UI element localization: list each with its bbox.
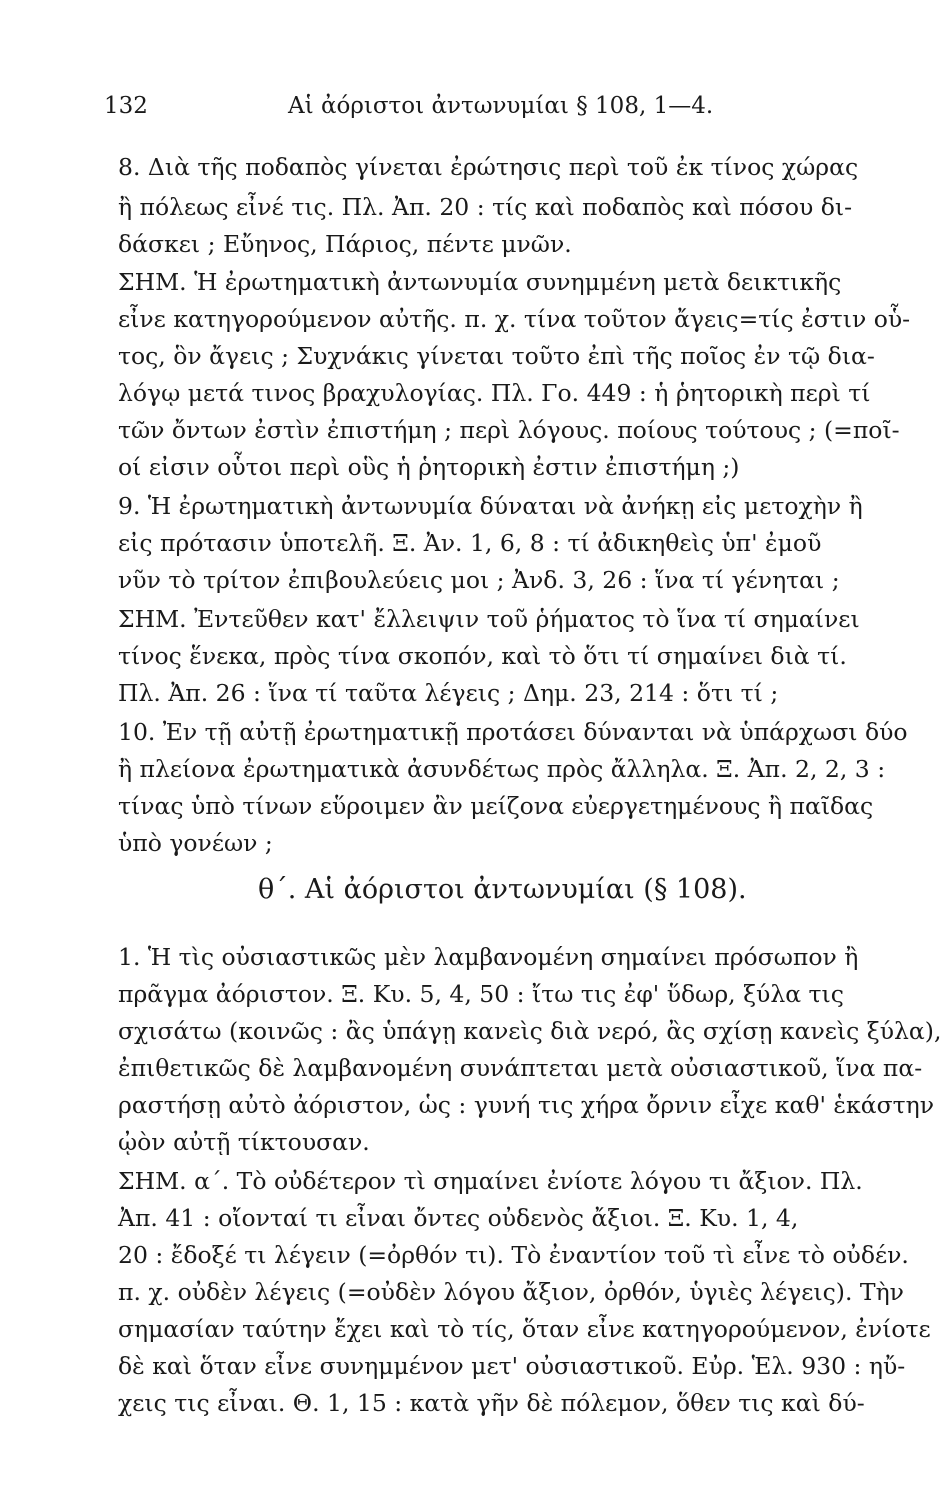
text-line: 1. Ἡ τὶς οὐσιαστικῶς μὲν λαμβανομένη σημαίνει πρόσωπον ἢ	[118, 943, 859, 971]
text-line: Πλ. Ἀπ. 26 : ἵνα τί ταῦτα λέγεις ; Δημ. 23, 214 : ὅτι τί ;	[118, 679, 779, 707]
text-line: τίνος ἕνεκα, πρὸς τίνα σκοπόν, καὶ τὸ ὅτι τί σημαίνει διὰ τί.	[118, 642, 847, 670]
text-line: 8. Διὰ τῆς ποδαπὸς γίνεται ἐρώτησις περὶ τοῦ ἐκ τίνος χώρας	[118, 153, 859, 181]
text-line: νῦν τὸ τρίτον ἐπιβουλεύεις μοι ; Ἀνδ. 3, 26 : ἵνα τί γένηται ;	[118, 566, 840, 594]
text-line: τῶν ὄντων ἐστὶν ἐπιστήμη ; περὶ λόγους. ποίους τούτους ; (=ποῖ-	[118, 416, 900, 444]
text-line: 9. Ἡ ἐρωτηματικὴ ἀντωνυμία δύναται νὰ ἀνήκῃ εἰς μετοχὴν ἢ	[118, 492, 863, 520]
text-line: ἢ πλείονα ἐρωτηματικὰ ἀσυνδέτως πρὸς ἄλληλα. Ξ. Ἀπ. 2, 2, 3 :	[118, 755, 886, 783]
text-line: δάσκει ; Εὔηνος, Πάριος, πέντε μνῶν.	[118, 230, 572, 258]
text-line: σχισάτω (κοινῶς : ἂς ὑπάγῃ κανεὶς διὰ νερό, ἂς σχίσῃ κανεὶς ξύλα),	[118, 1017, 941, 1045]
text-line: ὑπὸ γονέων ;	[118, 829, 273, 857]
text-line: ΣΗΜ. α΄. Τὸ οὐδέτερον τὶ σημαίνει ἐνίοτε λόγου τι ἄξιον. Πλ.	[118, 1167, 863, 1195]
text-line: εἰς πρότασιν ὑποτελῆ. Ξ. Ἀν. 1, 6, 8 : τί ἀδικηθεὶς ὑπ' ἐμοῦ	[118, 529, 822, 557]
text-line: οί εἰσιν οὗτοι περὶ οὓς ἡ ῥητορικὴ ἐστιν ἐπιστήμη ;)	[118, 453, 740, 481]
text-line: 10. Ἐν τῇ αὐτῇ ἐρωτηματικῇ προτάσει δύνανται νὰ ὑπάρχωσι δύο	[118, 718, 908, 746]
text-line: π. χ. οὐδὲν λέγεις (=οὐδὲν λόγου ἄξιον, ὀρθόν, ὑγιὲς λέγεις). Τὴν	[118, 1278, 904, 1306]
text-line: τος, ὃν ἄγεις ; Συχνάκις γίνεται τοῦτο ἐπὶ τῆς ποῖος ἐν τῷ δια-	[118, 342, 875, 370]
page-number: 132	[104, 93, 148, 119]
text-line: δὲ καὶ ὅταν εἶνε συνημμένον μετ' οὐσιαστικοῦ. Εὐρ. Ἑλ. 930 : ηὔ-	[118, 1352, 906, 1380]
text-line: λόγῳ μετά τινος βραχυλογίας. Πλ. Γο. 449 : ἡ ῥητορικὴ περὶ τί	[118, 379, 871, 407]
text-line: ΣΗΜ. Ἡ ἐρωτηματικὴ ἀντωνυμία συνημμένη μετὰ δεικτικῆς	[118, 268, 842, 296]
text-line: χεις τις εἶναι. Θ. 1, 15 : κατὰ γῆν δὲ πόλεμον, ὅθεν τις καὶ δύ-	[118, 1389, 865, 1417]
text-line: σημασίαν ταύτην ἔχει καὶ τὸ τίς, ὅταν εἶνε κατηγορούμενον, ἐνίοτε	[118, 1315, 931, 1343]
text-line: πρᾶγμα ἀόριστον. Ξ. Κυ. 5, 4, 50 : ἴτω τις ἐφ' ὕδωρ, ξύλα τις	[118, 980, 844, 1008]
section-heading: θ΄. Αἱ ἀόριστοι ἀντωνυμίαι (§ 108).	[258, 874, 747, 905]
text-line: ραστήσῃ αὐτὸ ἀόριστον, ὡς : γυνή τις χήρα ὄρνιν εἶχε καθ' ἑκάστην	[118, 1091, 935, 1119]
text-line: 20 : ἔδοξέ τι λέγειν (=ὀρθόν τι). Τὸ ἐναντίον τοῦ τὶ εἶνε τὸ οὐδέν.	[118, 1241, 909, 1269]
text-line: ΣΗΜ. Ἐντεῦθεν κατ' ἔλλειψιν τοῦ ῥήματος τὸ ἵνα τί σημαίνει	[118, 605, 860, 633]
text-line: ᾠὸν αὐτῇ τίκτουσαν.	[118, 1128, 370, 1156]
running-title: Αἱ ἀόριστοι ἀντωνυμίαι § 108, 1—4.	[288, 93, 714, 119]
text-line: ἐπιθετικῶς δὲ λαμβανομένη συνάπτεται μετὰ οὐσιαστικοῦ, ἵνα πα-	[118, 1054, 923, 1082]
page-header	[104, 88, 864, 124]
text-line: ἢ πόλεως εἶνέ τις. Πλ. Ἀπ. 20 : τίς καὶ ποδαπὸς καὶ πόσου δι-	[118, 193, 853, 221]
text-line: Ἀπ. 41 : οἴονταί τι εἶναι ὄντες οὐδενὸς ἄξιοι. Ξ. Κυ. 1, 4,	[118, 1204, 799, 1232]
text-line: τίνας ὑπὸ τίνων εὕροιμεν ἂν μείζονα εὐεργετημένους ἢ παῖδας	[118, 792, 874, 820]
text-line: εἶνε κατηγορούμενον αὐτῆς. π. χ. τίνα τοῦτον ἄγεις=τίς ἐστιν οὗ-	[118, 305, 911, 333]
